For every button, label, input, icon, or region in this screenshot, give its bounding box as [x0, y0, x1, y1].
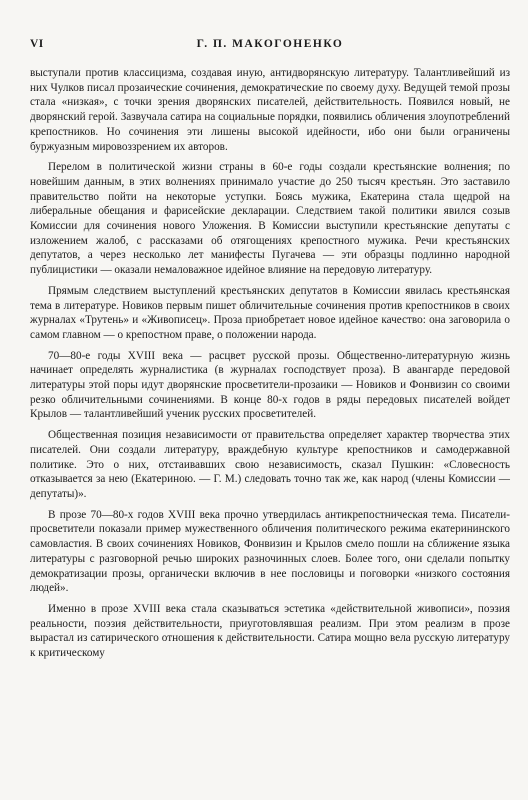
paragraph: Прямым следствием выступлений крестьянских депутатов в Комиссии явилась крестьянская тема в литературе. Новиков первым пишет обличительные сочинения против крепостников в своих журналах «Трутень» и «Живописец». Проза приобретает новое идейное качество: она заговорила о самом главном — о крепостном праве, о положении народа. — [30, 284, 510, 341]
paragraph: Общественная позиция независимости от правительства определяет характер творчества этих писателей. Они создали литературу, враждебную культуре крепостников и самодержавной политике. Это о них, отстаивавших свою независимость, сказал Пушкин: «Словесность отказывается за нею (Екатериною. — Г. М.) следовать точно так же, как народ (члены Комиссии — депутаты)». — [30, 429, 510, 500]
page-header — [30, 38, 510, 54]
paragraph: 70—80-е годы XVIII века — расцвет русской прозы. Общественно-литературную жизнь начинает определять журналистика (в журналах господствует проза). В авангарде передовой литературы этой поры идут дворянские просветители-прозаики — Новиков и Фонвизин со своими резко обличительными сочинениями. В конце 80-х годов в ряды передовых писателей войдет Крылов — талантливейший ученик русских просветителей. — [30, 349, 510, 421]
page-body — [30, 66, 510, 667]
paragraph: В прозе 70—80-х годов XVIII века прочно утвердилась антикрепостническая тема. Писатели-просветители показали пример мужественного обличения политического режима екатерининского самовластия. В своих сочинениях Новиков, Фонвизин и Крылов смело пошли на сближение языка литературы с разговорной речью широких разночинных слоев. Более того, они сделали попытку демократизации прозы, органически включив в нее пословицы и поговорки «низкого состояния людей». — [30, 508, 510, 595]
running-title: Г. П. МАКОГОНЕНКО — [196, 38, 344, 50]
paragraph: выступали против классицизма, создавая иную, антидворянскую литературу. Талантливейший из них Чулков писал прозаические сочинения, демократические по своему духу. Ведущей темой прозы стала «низкая», с точки зрения дворянских писателей, действительность. Появился новый, не дворянский герой. Зазвучала сатира на социальные порядки, появились обличения злоупотреблений крепостников. Но сочинения эти лишены высокой идейности, ибо они были ограничены буржуазным мировоззрением их авторов. — [30, 67, 510, 153]
page-number: VI — [30, 38, 44, 50]
paragraph: Именно в прозе XVIII века стала сказываться эстетика «действительной живописи», поэзия реальности, поэзия действительности, приуготовлявшая реализм. При этом реализм в прозе вырастал из сатирического отношения к действительности. Сатира мощно вела русскую литературу к критическому — [30, 602, 510, 660]
paragraph: Перелом в политической жизни страны в 60-е годы создали крестьянские волнения; по новейшим данным, в этих волнениях принимало участие до 250 тысяч крестьян. Это заставило правительство пойти на некоторые уступки. Боясь мужика, Екатерина стала щедрой на либеральные обещания и фарисейские декларации. Следствием такой политики явился созыв Комиссии для сочинения нового Уложения. В Комиссии выступили крестьянские депутаты с изложением жалоб, с рассказами об отягощениях крепостного мужика. Речи крестьянских депутатов, а через несколько лет манифесты Пугачева — эти образцы подлинно народной публицистики — оказали немаловажное идейное влияние на передовую литературу. — [30, 161, 510, 277]
